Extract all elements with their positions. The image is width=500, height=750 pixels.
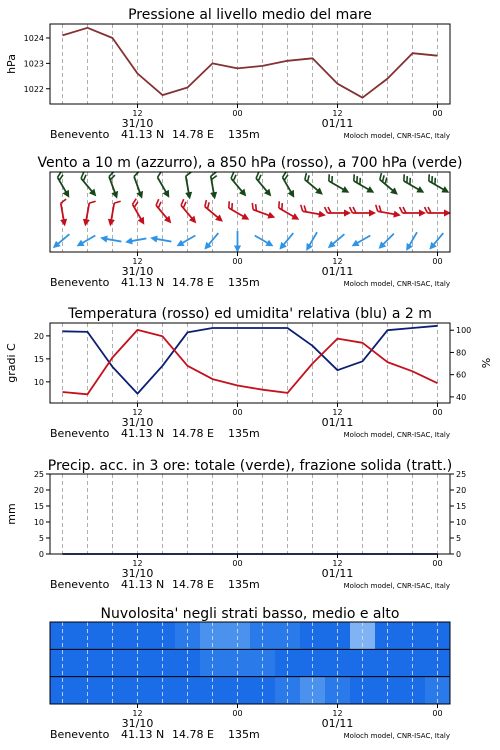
location-alt: 135m bbox=[228, 427, 260, 440]
location-name: Benevento bbox=[50, 728, 110, 741]
wind-850hpa-barb bbox=[154, 199, 173, 220]
wind-700hpa-barb bbox=[79, 172, 98, 193]
barb-feather bbox=[326, 174, 332, 181]
date-label: 31/10 bbox=[121, 416, 154, 429]
barb-feather bbox=[425, 207, 428, 213]
cloud-heatmap bbox=[50, 622, 450, 704]
barb-feather bbox=[351, 174, 357, 181]
model-credit: Moloch model, CNR-ISAC, Italy bbox=[343, 280, 450, 288]
y-tick-label: 15 bbox=[33, 502, 44, 511]
location-name: Benevento bbox=[50, 578, 110, 591]
y-tick-label: 0 bbox=[456, 550, 462, 559]
y-tick-label: 5 bbox=[38, 534, 44, 543]
y-tick-label: 60 bbox=[456, 370, 467, 380]
cloud-title: Nuvolosita' negli strati basso, medio e alto bbox=[100, 606, 400, 622]
y-tick-label: 0 bbox=[38, 550, 44, 559]
barb-feather bbox=[276, 201, 282, 208]
y-tick-label: 10 bbox=[456, 518, 467, 527]
wind-850hpa-barb bbox=[350, 207, 373, 213]
precip-y-ticks-right bbox=[450, 470, 466, 559]
location-lon: 14.78 E bbox=[172, 728, 214, 741]
pressure-line bbox=[63, 28, 438, 98]
x-tick-label: 12 bbox=[332, 408, 343, 417]
time-axis bbox=[50, 554, 450, 591]
y-tick-label: 20 bbox=[33, 331, 44, 341]
x-tick-label: 00 bbox=[232, 257, 243, 266]
temp-humidity-panel bbox=[5, 306, 493, 403]
x-tick-label: 00 bbox=[432, 257, 443, 266]
wind-700hpa-barb bbox=[56, 172, 73, 195]
barb-feather bbox=[400, 207, 403, 213]
barb-feather bbox=[300, 205, 304, 211]
location-name: Benevento bbox=[50, 128, 110, 141]
y-tick-label: 25 bbox=[33, 470, 44, 479]
location-alt: 135m bbox=[228, 276, 260, 289]
temp-humidity-title: Temperatura (rosso) ed umidita' relativa (blu) a 2 m bbox=[68, 306, 432, 322]
location-lat: 41.13 N bbox=[121, 128, 165, 141]
y-tick-label: 80 bbox=[456, 348, 467, 358]
y-tick-label: 10 bbox=[33, 518, 44, 527]
x-tick-label: 00 bbox=[432, 559, 443, 568]
y-tick-label: 40 bbox=[456, 392, 467, 402]
wind-700hpa-barb bbox=[156, 172, 173, 195]
x-tick-label: 12 bbox=[132, 408, 143, 417]
location-lon: 14.78 E bbox=[172, 427, 214, 440]
date-label: 31/10 bbox=[121, 117, 154, 130]
temp-ylabel: gradi C bbox=[5, 343, 18, 383]
barb-feather bbox=[89, 200, 95, 204]
wind-700hpa-barb bbox=[303, 173, 324, 192]
date-label: 31/10 bbox=[121, 265, 154, 278]
x-tick-label: 00 bbox=[432, 709, 443, 718]
precip-gridlines bbox=[63, 474, 438, 554]
location-name: Benevento bbox=[50, 427, 110, 440]
pressure-title: Pressione al livello medio del mare bbox=[128, 7, 372, 23]
location-lat: 41.13 N bbox=[121, 276, 165, 289]
date-label: 01/11 bbox=[321, 717, 354, 730]
time-axis bbox=[50, 252, 450, 289]
x-tick-label: 00 bbox=[432, 109, 443, 118]
precip-ylabel: mm bbox=[5, 503, 18, 525]
y-tick-label: 5 bbox=[456, 534, 462, 543]
wind-850hpa-barb bbox=[375, 205, 399, 215]
barb-feather bbox=[350, 207, 353, 213]
wind-700hpa-barb bbox=[229, 172, 248, 193]
precip-title: Precip. acc. in 3 ore: totale (verde), frazione solida (tratt.) bbox=[47, 458, 453, 474]
wind-700hpa-barb bbox=[254, 172, 273, 193]
wind-700hpa-barb bbox=[108, 172, 122, 196]
pressure-ylabel: hPa bbox=[5, 54, 18, 74]
y-tick-label: 15 bbox=[456, 502, 467, 511]
wind-barbs bbox=[56, 172, 450, 249]
y-tick-label: 1024 bbox=[23, 33, 44, 43]
wind-700hpa-barb bbox=[210, 172, 220, 196]
wind-850hpa-barb bbox=[203, 200, 224, 219]
y-tick-label: 1022 bbox=[23, 84, 44, 94]
pressure-panel bbox=[5, 7, 450, 104]
wind-850hpa-barb bbox=[325, 207, 348, 213]
wind-title: Vento a 10 m (azzurro), a 850 hPa (rosso), a 700 hPa (verde) bbox=[37, 155, 463, 171]
x-tick-label: 12 bbox=[132, 559, 143, 568]
x-tick-label: 12 bbox=[132, 709, 143, 718]
wind-700hpa-barb bbox=[281, 172, 298, 195]
pressure-plot-frame bbox=[50, 24, 450, 104]
wind-700hpa-barb bbox=[185, 172, 195, 196]
wind-700hpa-barb bbox=[133, 172, 147, 196]
location-lat: 41.13 N bbox=[121, 578, 165, 591]
wind-850hpa-barb bbox=[400, 207, 423, 213]
barb-feather bbox=[60, 199, 66, 203]
time-axis bbox=[50, 104, 450, 141]
date-label: 01/11 bbox=[321, 265, 354, 278]
location-alt: 135m bbox=[228, 728, 260, 741]
wind-850hpa-barb bbox=[300, 205, 324, 215]
barb-shaft bbox=[111, 203, 114, 223]
pressure-gridlines bbox=[63, 24, 438, 104]
y-tick-label: 1023 bbox=[23, 59, 44, 69]
barb-feather bbox=[250, 203, 255, 210]
temperature-line bbox=[63, 330, 438, 394]
y-tick-label: 15 bbox=[33, 354, 44, 364]
barb-feather bbox=[156, 172, 163, 178]
model-credit: Moloch model, CNR-ISAC, Italy bbox=[343, 582, 450, 590]
pressure-y-ticks bbox=[24, 34, 50, 94]
precip-panel bbox=[5, 458, 466, 559]
x-tick-label: 00 bbox=[232, 559, 243, 568]
y-tick-label: 10 bbox=[33, 377, 44, 387]
pressure-series bbox=[63, 28, 438, 98]
model-credit: Moloch model, CNR-ISAC, Italy bbox=[343, 431, 450, 439]
model-credit: Moloch model, CNR-ISAC, Italy bbox=[343, 132, 450, 140]
x-tick-label: 00 bbox=[232, 408, 243, 417]
temp-humidity-series bbox=[63, 326, 438, 395]
location-alt: 135m bbox=[228, 128, 260, 141]
x-tick-label: 12 bbox=[332, 109, 343, 118]
location-lon: 14.78 E bbox=[172, 578, 214, 591]
barb-shaft bbox=[61, 203, 64, 223]
precip-y-ticks-left bbox=[34, 470, 50, 559]
location-lon: 14.78 E bbox=[172, 276, 214, 289]
barb-feather bbox=[401, 174, 407, 181]
wind-850hpa-barb bbox=[425, 207, 448, 213]
barb-feather bbox=[375, 205, 379, 211]
location-lat: 41.13 N bbox=[121, 728, 165, 741]
wind-850hpa-barb bbox=[179, 199, 198, 220]
temp-humidity-gridlines bbox=[63, 323, 438, 403]
date-label: 31/10 bbox=[121, 567, 154, 580]
wind-panel bbox=[37, 155, 462, 252]
y-tick-label: 100 bbox=[456, 326, 472, 336]
precip-plot-frame bbox=[50, 474, 450, 554]
location-lon: 14.78 E bbox=[172, 128, 214, 141]
barb-feather bbox=[325, 207, 328, 213]
barb-shaft bbox=[86, 203, 89, 223]
time-axis bbox=[50, 704, 450, 741]
x-tick-label: 00 bbox=[232, 709, 243, 718]
cloud-panel bbox=[50, 606, 450, 704]
y-tick-label: 20 bbox=[456, 486, 467, 495]
x-tick-label: 00 bbox=[432, 408, 443, 417]
location-alt: 135m bbox=[228, 578, 260, 591]
date-label: 01/11 bbox=[321, 416, 354, 429]
humidity-line bbox=[63, 326, 438, 394]
y-tick-label: 20 bbox=[33, 486, 44, 495]
wind-700hpa-barb bbox=[378, 173, 399, 192]
barb-feather bbox=[426, 174, 432, 181]
humidity-y-ticks bbox=[450, 326, 471, 402]
location-lat: 41.13 N bbox=[121, 427, 165, 440]
date-label: 31/10 bbox=[121, 717, 154, 730]
wind-850hpa-barb bbox=[60, 199, 70, 223]
barb-feather bbox=[185, 172, 191, 176]
model-credit: Moloch model, CNR-ISAC, Italy bbox=[343, 732, 450, 740]
x-tick-label: 12 bbox=[332, 709, 343, 718]
x-tick-label: 12 bbox=[332, 257, 343, 266]
wind-850hpa-barb bbox=[131, 199, 148, 222]
date-label: 01/11 bbox=[321, 117, 354, 130]
x-tick-label: 12 bbox=[132, 257, 143, 266]
x-tick-label: 12 bbox=[132, 109, 143, 118]
humidity-ylabel: % bbox=[480, 357, 493, 369]
location-name: Benevento bbox=[50, 276, 110, 289]
time-axis bbox=[50, 403, 450, 440]
barb-feather bbox=[114, 200, 120, 204]
barb-feather bbox=[226, 201, 232, 208]
x-tick-label: 00 bbox=[232, 109, 243, 118]
temp-y-ticks bbox=[34, 332, 50, 387]
date-label: 01/11 bbox=[321, 567, 354, 580]
y-tick-label: 25 bbox=[456, 470, 467, 479]
x-tick-label: 12 bbox=[332, 559, 343, 568]
